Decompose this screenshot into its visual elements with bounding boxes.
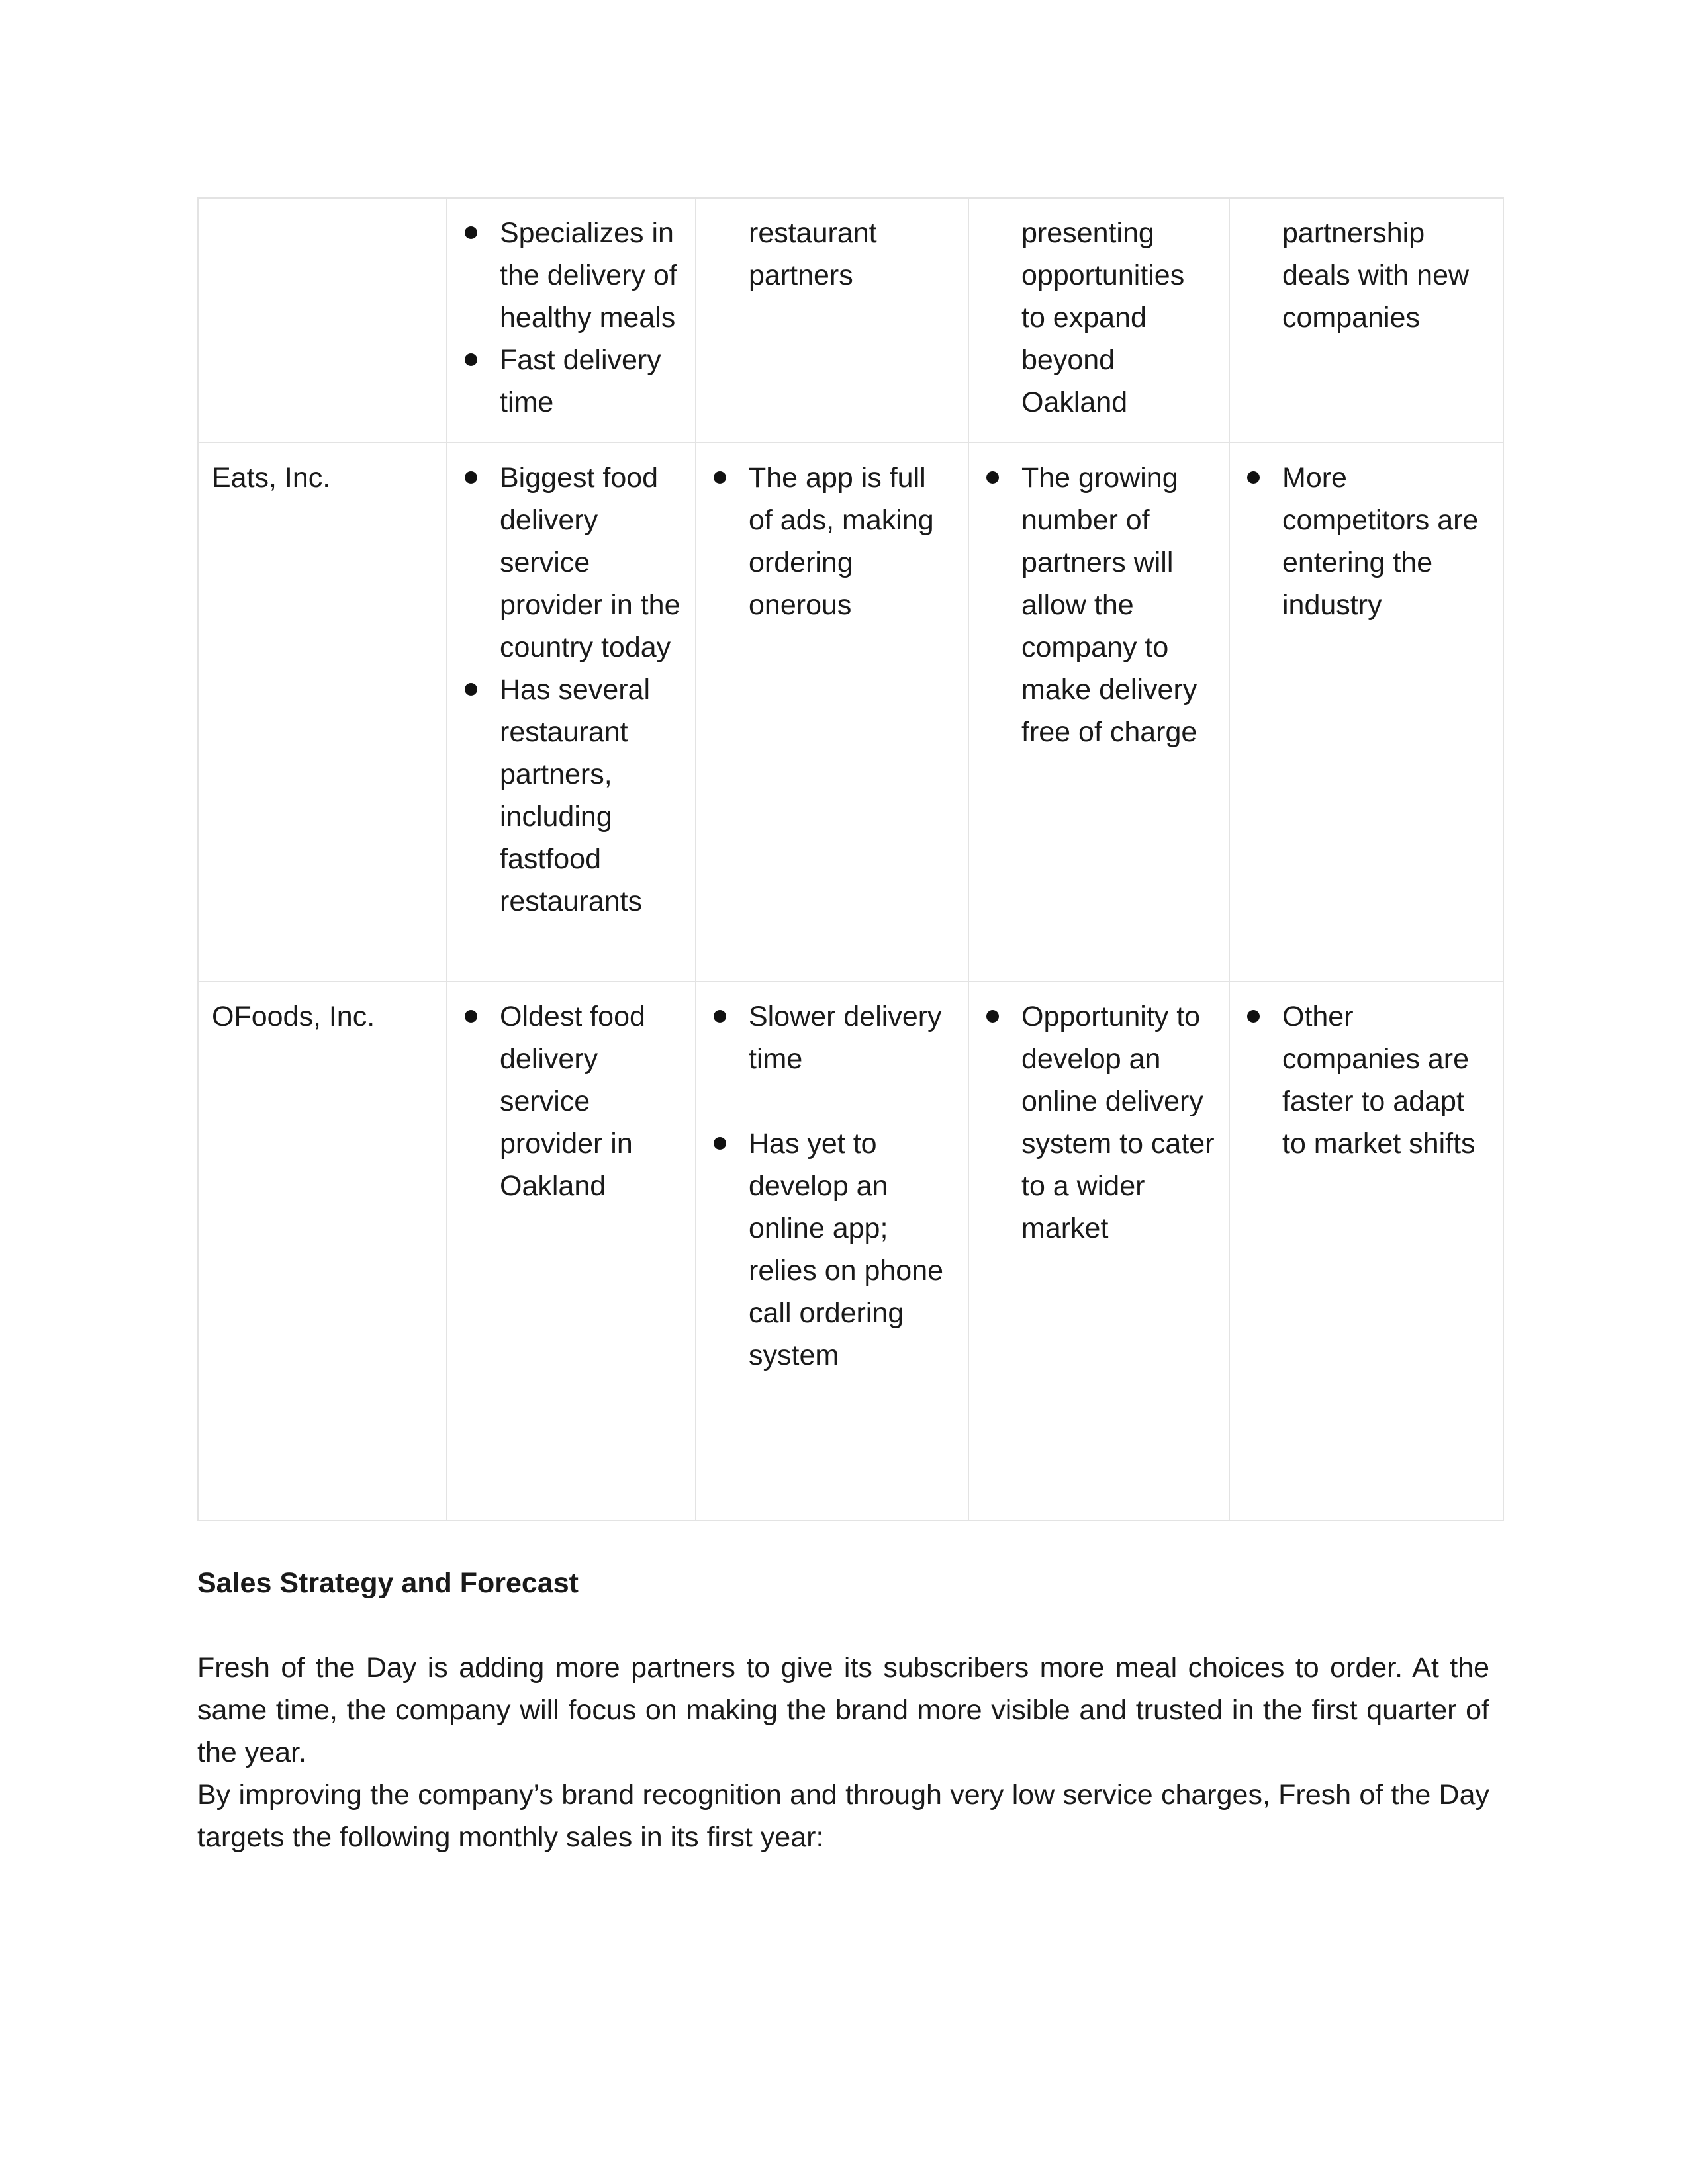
strengths-cell xyxy=(447,443,696,981)
body-paragraph: By improving the company’s brand recognition and through very low service charges, Fresh of the Day targets the following monthly sales in its first year: xyxy=(197,1779,1489,1853)
list-item: Fast delivery time xyxy=(461,339,682,424)
opportunities-list xyxy=(982,457,1215,753)
list-item: Opportunity to develop an online delivery system to cater to a wider market xyxy=(982,995,1215,1250)
threats-cell xyxy=(1229,981,1503,1520)
opportunities-cell xyxy=(968,981,1229,1520)
list-item: The app is full of ads, making ordering onerous xyxy=(710,457,955,626)
list-item: More competitors are entering the industry xyxy=(1243,457,1489,626)
list-item: Biggest food delivery service provider in the country today xyxy=(461,457,682,668)
threats-list xyxy=(1243,995,1489,1165)
list-item: Has several restaurant partners, including fastfood restaurants xyxy=(461,668,682,923)
strengths-cell xyxy=(447,198,696,443)
list-item: The growing number of partners will allow the company to make delivery free of charge xyxy=(982,457,1215,753)
opportunities-continuation-text: presenting opportunities to expand beyond Oakland xyxy=(1021,217,1185,418)
strengths-list xyxy=(461,457,682,923)
threats-continuation-text: partnership deals with new companies xyxy=(1282,217,1470,334)
body-paragraph: Fresh of the Day is adding more partners to give its subscribers more meal choices to order. At the same time, the company will focus on making the brand more visible and trusted in the first quarter of the year. xyxy=(197,1652,1489,1768)
table-row xyxy=(198,198,1503,443)
list-item: Slower delivery time xyxy=(710,995,955,1080)
threats-cell xyxy=(1229,198,1503,443)
weaknesses-cell xyxy=(696,981,968,1520)
weaknesses-cell xyxy=(696,198,968,443)
list-item: Oldest food delivery service provider in Oakland xyxy=(461,995,682,1207)
section-heading: Sales Strategy and Forecast xyxy=(197,1567,579,1599)
table-row xyxy=(198,443,1503,981)
strengths-list xyxy=(461,995,682,1207)
competitor-name-cell xyxy=(198,443,447,981)
weaknesses-list xyxy=(710,995,955,1377)
weaknesses-list xyxy=(710,457,955,626)
list-item: Other companies are faster to adapt to market shifts xyxy=(1243,995,1489,1165)
competitor-analysis-table xyxy=(197,197,1504,1521)
list-item: Specializes in the delivery of healthy meals xyxy=(461,212,682,339)
weaknesses-continuation-text: restaurant partners xyxy=(749,217,877,291)
opportunities-cell xyxy=(968,198,1229,443)
weaknesses-cell xyxy=(696,443,968,981)
threats-list xyxy=(1243,457,1489,626)
competitor-name-cell xyxy=(198,198,447,443)
strengths-list xyxy=(461,212,682,424)
table-row xyxy=(198,981,1503,1520)
list-item: Has yet to develop an online app; relies on phone call ordering system xyxy=(710,1122,955,1377)
threats-cell xyxy=(1229,443,1503,981)
opportunities-list xyxy=(982,995,1215,1250)
opportunities-cell xyxy=(968,443,1229,981)
strengths-cell xyxy=(447,981,696,1520)
competitor-name: OFoods, Inc. xyxy=(212,1001,375,1032)
competitor-name-cell xyxy=(198,981,447,1520)
competitor-name: Eats, Inc. xyxy=(212,462,331,494)
